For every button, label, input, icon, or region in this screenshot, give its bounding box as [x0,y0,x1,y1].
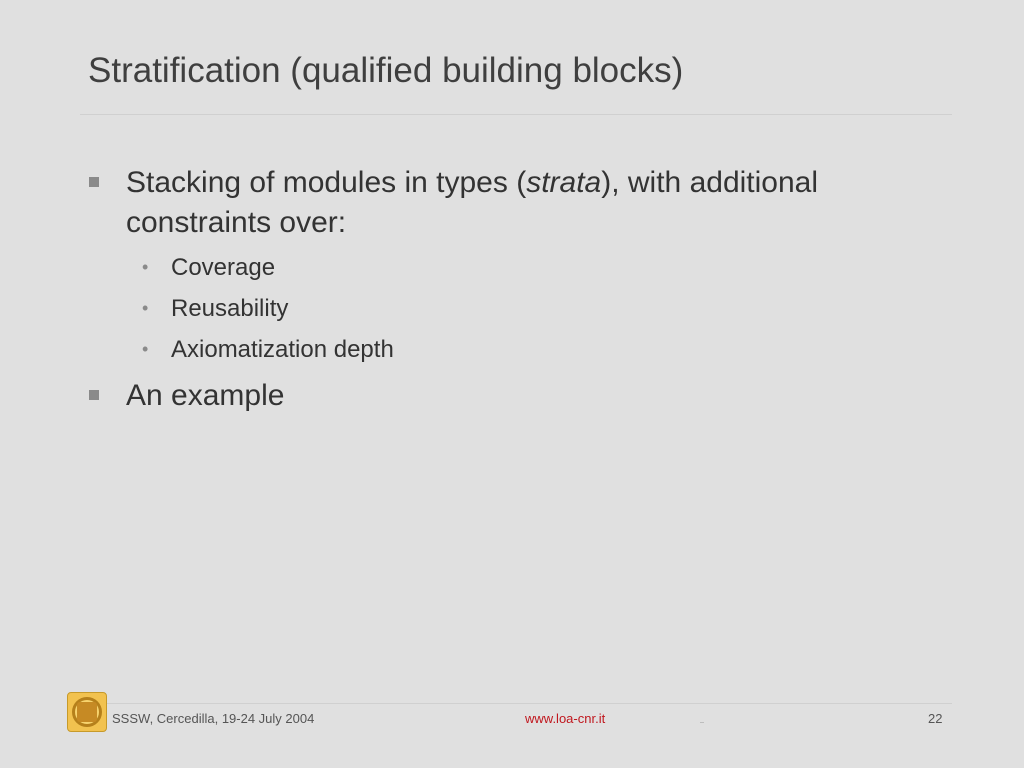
bullet-text-end: ), with additional constraints over: [126,166,819,239]
logo-core [77,702,97,722]
sub-bullet-label: Reusability [171,295,289,322]
bullet-text-emphasis: strata [526,166,602,199]
bullet-text: An example [126,379,285,412]
loa-logo-icon [67,692,107,732]
bullet-item-1 [88,163,948,243]
dot-bullet-icon: • [142,257,149,277]
sub-bullet-item [88,288,948,329]
dot-bullet-icon: • [142,339,149,359]
footer-link[interactable]: www.loa-cnr.it [525,711,606,726]
sub-bullet-label: Axiomatization depth [171,336,394,363]
footer-mark [700,722,704,723]
dot-bullet-icon: • [142,298,149,318]
sub-bullet-label: Coverage [171,254,276,281]
slide-title: Stratification (qualified building blocks) [88,51,684,90]
bullet-text-start: Stacking of modules in types ( [126,166,527,199]
square-bullet-icon [89,177,99,187]
square-bullet-icon [89,390,99,400]
slide-content [88,163,948,420]
sub-bullet-item [88,247,948,288]
sub-bullet-item [88,329,948,370]
page-number: 22 [928,711,943,726]
sub-bullet-list [88,247,948,370]
bullet-item-2 [88,376,948,416]
footer-event: SSSW, Cercedilla, 19-24 July 2004 [112,711,315,726]
title-divider [80,114,952,115]
footer-divider [80,703,952,704]
